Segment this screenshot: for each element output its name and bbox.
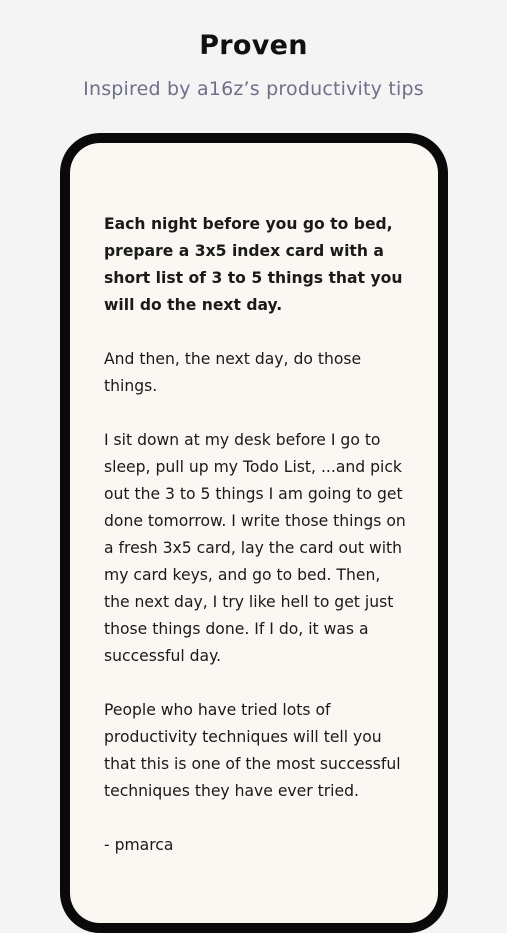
page-title: Proven bbox=[199, 30, 308, 61]
phone-screen bbox=[70, 143, 438, 923]
phone-frame bbox=[60, 133, 448, 933]
page-subtitle: Inspired by a16z’s productivity tips bbox=[83, 78, 424, 100]
quote-intro-paragraph: Each night before you go to bed, prepare a 3x5 index card with a short list of 3 to 5 things that you will do the next day. bbox=[104, 215, 403, 314]
quote-paragraph: People who have tried lots of productivity techniques will tell you that this is one of the most successful techniques they have ever tried. bbox=[104, 701, 401, 800]
quote-paragraph: And then, the next day, do those things. bbox=[104, 350, 362, 395]
quote-attribution: - pmarca bbox=[104, 836, 174, 854]
quote-paragraph: I sit down at my desk before I go to sleep, pull up my Todo List, ...and pick out the 3 to 5 things I am going to get done tomorrow. I write those things on a fresh 3x5 card, lay the card out with my card keys, and go to bed. Then, the next day, I try like hell to get just those things done. If I do, it was a successful day. bbox=[104, 431, 406, 665]
